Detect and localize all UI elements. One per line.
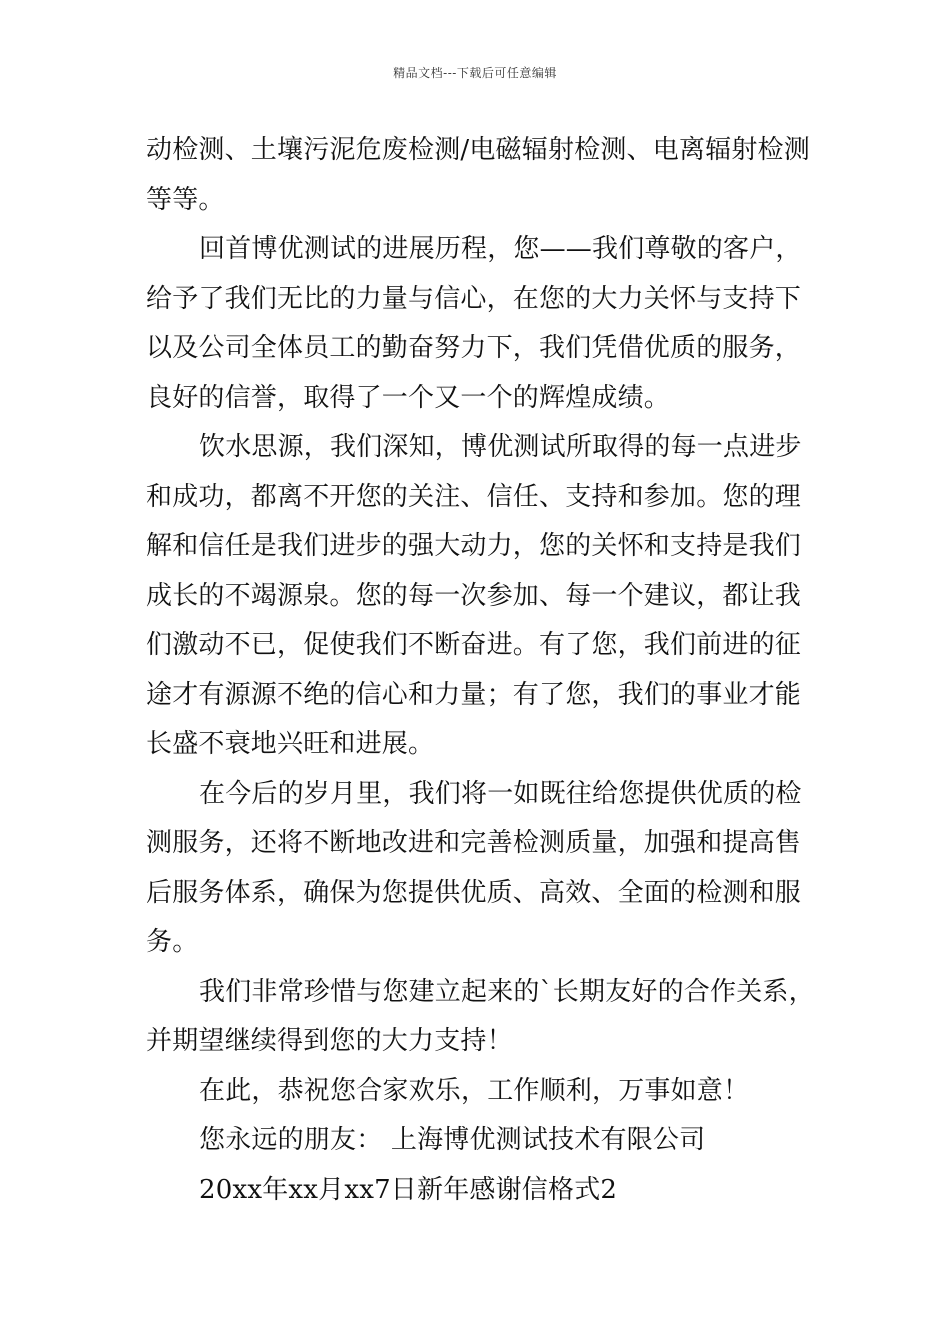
text-line: 良好的信誉，取得了一个又一个的辉煌成绩。 [146, 382, 671, 413]
text-line: 长盛不衰地兴旺和进展。 [146, 729, 435, 759]
text-line: 后服务体系，确保为您提供优质、高效、全面的检测和服 [146, 877, 802, 908]
text-line: 务。 [146, 927, 199, 957]
paragraph-start-line: 回首博优测试的进展历程，您——我们尊敬的客户， [199, 234, 802, 264]
signature-line: 您永远的朋友： 上海博优测试技术有限公司 [199, 1125, 706, 1155]
page-header: 精品文档---下载后可任意编辑 [393, 66, 557, 80]
text-line: 们激动不已，促使我们不断奋进。有了您，我们前进的征 [146, 630, 802, 660]
text-line: 等等。 [146, 184, 225, 215]
greeting-line: 在此，恭祝您合家欢乐，工作顺利，万事如意！ [199, 1075, 750, 1106]
paragraph-start-line: 在今后的岁月里，我们将一如既往给您提供优质的检 [199, 778, 802, 809]
text-line: 动检测、土壤污泥危废检测/电磁辐射检测、电离辐射检测 [146, 135, 810, 165]
paragraph-start-line: 饮水思源，我们深知，博优测试所取得的每一点进步 [199, 432, 802, 462]
paragraph-start-line: 我们非常珍惜与您建立起来的`长期友好的合作关系， [199, 976, 815, 1007]
text-line: 途才有源源不绝的信心和力量；有了您，我们的事业才能 [146, 679, 802, 710]
text-line: 以及公司全体员工的勤奋努力下，我们凭借优质的服务， [146, 333, 802, 363]
date-line: 20xx年xx月xx7日新年感谢信格式2 [199, 1174, 618, 1205]
text-line: 成长的不竭源泉。您的每一次参加、每一个建议，都让我 [146, 580, 802, 611]
document-body [146, 126, 815, 1215]
text-line: 测服务，还将不断地改进和完善检测质量，加强和提高售 [146, 828, 802, 858]
text-line: 给予了我们无比的力量与信心，在您的大力关怀与支持下 [146, 283, 802, 314]
text-line: 解和信任是我们进步的强大动力，您的关怀和支持是我们 [146, 531, 802, 561]
text-line: 和成功，都离不开您的关注、信任、支持和参加。您的理 [146, 481, 802, 512]
text-line: 并期望继续得到您的大力支持！ [146, 1026, 513, 1056]
